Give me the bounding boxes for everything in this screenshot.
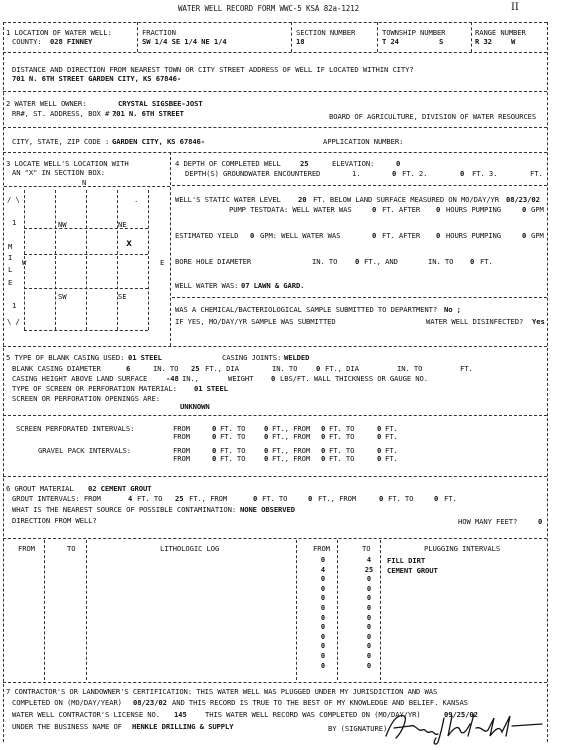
openings-label: SCREEN OR PERFORATION OPENINGS ARE: (12, 394, 160, 403)
divider-fraction (137, 22, 138, 52)
weight-rest: LBS/FT. WALL THICKNESS OR GAUGE NO. (280, 374, 428, 383)
locate-label-2: AN "X" IN SECTION BOX: (12, 168, 105, 177)
bore-value-2: 0 (470, 257, 475, 266)
bore-ft: FT. (480, 257, 493, 266)
plug-to-cell: 0 (366, 594, 372, 603)
contractor-signature (382, 706, 544, 746)
groundwater-2-label: FT. 2. (402, 169, 428, 178)
elevation-label: ELEVATION: (332, 159, 375, 168)
contamination-value: NONE OBSERVED (240, 505, 295, 514)
use-label: WELL WATER WAS: (175, 281, 239, 290)
city-label: CITY, STATE, ZIP CODE : (12, 137, 110, 146)
litho-header: LITHOLOGIC LOG (160, 544, 220, 553)
interval-3-cell-3: FT. TO (220, 446, 246, 455)
plug-description: CEMENT GROUT (387, 565, 438, 575)
map-sw: SW (58, 292, 67, 301)
plug-from-cell: 0 (320, 652, 326, 660)
groundwater-2-value: 0 (460, 169, 465, 178)
business-value: HENKLE DRILLING & SUPPLY (132, 722, 234, 731)
rule-top (3, 22, 547, 23)
groundwater-1-value: 0 (392, 169, 397, 178)
location-label: 1 LOCATION OF WATER WELL: (6, 28, 112, 37)
casing-value: 01 STEEL (128, 353, 162, 362)
interval-2-cell-4: 0 (264, 432, 269, 441)
bore-label: BORE HOLE DIAMETER (175, 257, 252, 266)
interval-3-cell-9: FT. (385, 446, 398, 455)
plug-from-cell: 4 (320, 565, 326, 574)
interval-2-cell-6: 0 (321, 432, 326, 441)
distance-label: DISTANCE AND DIRECTION FROM NEAREST TOWN OR CITY STREET ADDRESS OF WELL IF LOCATED WITHIN CITY? (12, 65, 414, 74)
direction-label: DIRECTION FROM WELL? (12, 516, 97, 525)
how-many-feet-label: HOW MANY FEET? (458, 517, 518, 526)
pump-hours: 0 (436, 205, 441, 214)
map-top (4, 186, 170, 187)
log-col-4 (337, 540, 338, 680)
depth-label: 4 DEPTH OF COMPLETED WELL (175, 159, 281, 168)
by-signature-label: BY (SIGNATURE) (328, 724, 388, 733)
map-east: E (160, 258, 165, 267)
map-west: W (22, 258, 27, 267)
rule-3 (3, 152, 547, 153)
map-mile-m: M (8, 242, 13, 251)
pump-gpm-label: GPM (531, 205, 544, 214)
chem-answer: No ; (444, 305, 461, 314)
plug-from-cell: 0 (320, 594, 326, 603)
city-value: GARDEN CITY, KS 67846- (112, 137, 205, 146)
map-col-5 (148, 190, 149, 330)
pump-value: 0 (372, 205, 377, 214)
divider-township (377, 22, 378, 52)
bore-value-1: 0 (355, 257, 360, 266)
plug-from-cell: 0 (320, 661, 326, 670)
plug-to-cell: 4 (366, 556, 372, 564)
grout-label: 6 GROUT MATERIAL (6, 484, 74, 493)
well-x-mark: x (126, 238, 132, 249)
rule-4a (172, 185, 547, 186)
map-dot: . (134, 195, 139, 204)
owner-value: CRYSTAL SIGSBEE-JOST (118, 99, 203, 108)
rule-4b (172, 297, 547, 298)
record-completed-label: THIS WATER WELL RECORD WAS COMPLETED ON (MO/DAY/YR) (205, 710, 421, 719)
log-col-3 (296, 540, 297, 680)
groundwater-3-unit: FT. (530, 169, 543, 178)
interval-4-cell-5: FT., FROM (272, 454, 311, 463)
depth-value: 25 (300, 159, 309, 168)
groundwater-1-label: 1. (352, 169, 361, 178)
pump-hours-label: HOURS PUMPING (446, 205, 501, 214)
page-code: II (511, 2, 519, 13)
plug-from-cell: 0 (320, 642, 326, 651)
locate-label-1: 3 LOCATE WELL'S LOCATION WITH (6, 159, 129, 168)
map-col-2 (55, 190, 56, 330)
record-completed-date: 09/25/02 (444, 710, 478, 719)
disinfected-label: WATER WELL DISINFECTED? (426, 317, 524, 326)
weight-label: WEIGHT (228, 374, 254, 383)
interval-3-cell-4: 0 (264, 446, 269, 455)
interval-3-cell-8: 0 (377, 446, 382, 455)
interval-1-cell-6: 0 (321, 424, 326, 433)
plug-from-cell: 0 (320, 604, 326, 612)
frame-left (3, 22, 4, 742)
plug-description: FILL DIRT (387, 556, 426, 565)
plug-to-cell: 0 (366, 632, 372, 641)
diameter-ft-dia-2: FT., DIA (325, 364, 359, 373)
plug-to-header: TO (362, 544, 371, 553)
cert-completed-date: 08/23/02 (133, 698, 167, 707)
license-label: WATER WELL CONTRACTOR'S LICENSE NO. (12, 710, 160, 719)
screen-type-label: TYPE OF SCREEN OR PERFORATION MATERIAL: (12, 384, 177, 393)
business-label: UNDER THE BUSINESS NAME OF (12, 722, 122, 731)
pump-gpm: 0 (522, 205, 527, 214)
diameter-in-to-2: IN. TO (272, 364, 298, 373)
license-number: 145 (174, 710, 187, 719)
rule-7 (3, 682, 547, 683)
log-to-header: TO (67, 544, 76, 553)
yield-rest: GPM: WELL WATER WAS (260, 231, 341, 240)
screen-intervals-label: SCREEN PERFORATED INTERVALS: (16, 424, 135, 433)
interval-3-cell-5: FT., FROM (272, 446, 311, 455)
map-col-3 (86, 190, 87, 330)
range-value: R 32 (475, 37, 492, 46)
address-value: 701 N. 6TH STREET (112, 109, 184, 118)
divider-s3 (170, 152, 171, 346)
diameter-in-to: IN. TO (153, 364, 179, 373)
township-value: T 24 (382, 37, 399, 46)
interval-2-cell-5: FT., FROM (272, 432, 311, 441)
interval-4-cell-8: 0 (377, 454, 382, 463)
plug-from-cell: 0 (320, 613, 326, 622)
log-from-header: FROM (18, 544, 35, 553)
grout-to-1: 25 (175, 494, 184, 503)
static-value: 20 (298, 195, 307, 204)
grout-intervals-label: GROUT INTERVALS: FROM (12, 494, 101, 503)
disinfected-value: Yes (532, 317, 545, 326)
interval-2-cell-2: 0 (212, 432, 217, 441)
diameter-value-2: 0 (316, 364, 321, 373)
interval-1-cell-4: 0 (264, 424, 269, 433)
use-value: 07 LAWN & GARD. (241, 281, 305, 290)
township-direction: S (439, 37, 444, 46)
range-direction: W (511, 37, 516, 46)
plug-from-header: FROM (313, 544, 330, 553)
map-one-top: 1 (12, 218, 17, 227)
owner-label: 2 WATER WELL OWNER: (6, 99, 87, 108)
interval-2-cell-7: FT. TO (329, 432, 355, 441)
grout-ft-from-2: FT., FROM (318, 494, 357, 503)
plug-from-cell: 0 (320, 556, 326, 564)
rule-log-top (3, 538, 547, 539)
grout-from-1: 4 (128, 494, 133, 503)
address-label: RR#, ST. ADDRESS, BOX # : (12, 109, 118, 118)
plug-intervals-header: PLUGGING INTERVALS (424, 544, 501, 553)
map-mile-l: L (8, 265, 13, 274)
plug-to-cell: 0 (366, 661, 372, 670)
county-label: COUNTY: (12, 37, 42, 46)
map-mile-e: E (8, 278, 13, 287)
grout-from-3: 0 (379, 494, 384, 503)
grout-ft-to-3: FT. TO (388, 494, 414, 503)
plug-to-cell: 0 (366, 613, 372, 622)
fraction-label: FRACTION (142, 28, 176, 37)
range-label: RANGE NUMBER (475, 28, 526, 37)
grout-ft-from-1: FT., FROM (189, 494, 228, 503)
map-col-1 (24, 190, 25, 330)
section-label: SECTION NUMBER (296, 28, 356, 37)
rule-2a (3, 127, 547, 128)
map-bottom (24, 330, 148, 331)
interval-4-cell-9: FT. (385, 454, 398, 463)
map-tick-tl: / \ (7, 195, 20, 204)
yield-hours: 0 (436, 231, 441, 240)
static-date: 08/23/02 (506, 195, 540, 204)
map-mile-i: I (8, 253, 13, 262)
interval-1-cell-2: 0 (212, 424, 217, 433)
interval-2-cell-8: 0 (377, 432, 382, 441)
plug-to-cell: 0 (366, 604, 372, 612)
interval-2-cell-1: FROM (173, 432, 190, 441)
how-many-feet-value: 0 (538, 517, 543, 526)
grout-to-2: 0 (308, 494, 313, 503)
cert-completed-label: COMPLETED ON (MO/DAY/YEAR) (12, 698, 122, 707)
plug-from-cell: 0 (320, 623, 326, 632)
groundwater-label: DEPTH(S) GROUNDWATER ENCOUNTERED (185, 169, 321, 178)
divider-section (291, 22, 292, 52)
plug-from-cell: 0 (320, 584, 326, 593)
rule-5a (3, 415, 547, 416)
bore-in-to-2: IN. TO (428, 257, 454, 266)
map-se: SE (118, 292, 127, 301)
openings-value: UNKNOWN (180, 402, 210, 411)
rule-2 (3, 91, 547, 92)
height-value: -48 (166, 374, 179, 383)
interval-4-cell-6: 0 (321, 454, 326, 463)
static-label: WELL'S STATIC WATER LEVEL (175, 195, 281, 204)
bore-ft-and: FT., AND (364, 257, 398, 266)
township-label: TOWNSHIP NUMBER (382, 28, 446, 37)
interval-3-cell-1: FROM (173, 446, 190, 455)
interval-3-cell-6: 0 (321, 446, 326, 455)
map-north: N (82, 178, 87, 187)
groundwater-3-label: FT. 3. (472, 169, 498, 178)
grout-from-2: 0 (253, 494, 258, 503)
distance-value: 701 N. 6TH STREET GARDEN CITY, KS 67846- (12, 74, 182, 83)
pump-after: FT. AFTER (382, 205, 421, 214)
county-value: 028 FINNEY (50, 37, 93, 46)
plug-from-cell: 0 (320, 632, 326, 641)
plug-to-cell: 0 (366, 584, 372, 593)
map-nw: NW (58, 220, 67, 229)
diameter-ft-3: FT. (460, 364, 473, 373)
joints-label: CASING JOINTS: (222, 353, 282, 362)
interval-3-cell-7: FT. TO (329, 446, 355, 455)
yield-level: 0 (372, 231, 377, 240)
elevation-value: 0 (396, 159, 401, 168)
diameter-to: 25 (191, 364, 200, 373)
form-title: WATER WELL RECORD FORM WWC-5 KSA 82a-1212 (178, 4, 360, 13)
section-value: 18 (296, 37, 305, 46)
interval-1-cell-3: FT. TO (220, 424, 246, 433)
grout-value: 02 CEMENT GROUT (88, 484, 152, 493)
map-ne: NE (118, 220, 127, 229)
joints-value: WELDED (284, 353, 310, 362)
yield-hours-label: HOURS PUMPING (446, 231, 501, 240)
rule-5 (3, 346, 547, 347)
diameter-in-to-3: IN. TO (397, 364, 423, 373)
weight-value: 0 (271, 374, 276, 383)
cert-line-1: 7 CONTRACTOR'S OR LANDOWNER'S CERTIFICATION: THIS WATER WELL WAS PLUGGED UNDER MY JURISDICTION AND WAS (6, 687, 438, 696)
yield-label: ESTIMATED YIELD (175, 231, 239, 240)
yield-gpm-label: GPM (531, 231, 544, 240)
interval-4-cell-7: FT. TO (329, 454, 355, 463)
plug-to-cell: 25 (364, 565, 374, 574)
divider-range (471, 22, 472, 52)
map-col-4 (117, 190, 118, 330)
static-rest: FT. BELOW LAND SURFACE MEASURED ON MO/DAY/YR (313, 195, 499, 204)
plug-to-cell: 0 (366, 575, 372, 584)
interval-1-cell-8: 0 (377, 424, 382, 433)
interval-1-cell-9: FT. (385, 424, 398, 433)
grout-ft-to-1: FT. TO (137, 494, 163, 503)
fraction-value: SW 1/4 SE 1/4 NE 1/4 (142, 37, 227, 46)
interval-1-cell-7: FT. TO (329, 424, 355, 433)
diameter-ft-dia: FT., DIA (205, 364, 239, 373)
interval-3-cell-2: 0 (212, 446, 217, 455)
screen-type-value: 01 STEEL (194, 384, 228, 393)
height-unit: IN., (182, 374, 199, 383)
map-one-bottom: 1 (12, 301, 17, 310)
pump-label: PUMP TESTDATA: WELL WATER WAS (229, 205, 352, 214)
frame-right (547, 22, 548, 742)
yield-gpm: 0 (522, 231, 527, 240)
plug-to-cell: 0 (366, 623, 372, 632)
log-col-5 (380, 540, 381, 680)
plug-to-cell: 0 (366, 642, 372, 651)
interval-2-cell-9: FT. (385, 432, 398, 441)
bore-in-to: IN. TO (312, 257, 338, 266)
chem-if-yes: IF YES, MO/DAY/YR SAMPLE WAS SUBMITTED (175, 317, 336, 326)
gravel-intervals-label: GRAVEL PACK INTERVALS: (38, 446, 131, 455)
grout-to-3: 0 (434, 494, 439, 503)
interval-4-cell-4: 0 (264, 454, 269, 463)
interval-1-cell-1: FROM (173, 424, 190, 433)
interval-1-cell-5: FT., FROM (272, 424, 311, 433)
interval-4-cell-2: 0 (212, 454, 217, 463)
map-tick-bl: \ / (7, 317, 20, 326)
grout-ft-3: FT. (444, 494, 457, 503)
interval-2-cell-3: FT. TO (220, 432, 246, 441)
interval-4-cell-1: FROM (173, 454, 190, 463)
contamination-label: WHAT IS THE NEAREST SOURCE OF POSSIBLE CONTAMINATION: (12, 505, 237, 514)
diameter-label: BLANK CASING DIAMETER (12, 364, 101, 373)
height-label: CASING HEIGHT ABOVE LAND SURFACE (12, 374, 148, 383)
cert-line-2-rest: AND THIS RECORD IS TRUE TO THE BEST OF MY KNOWLEDGE AND BELIEF. KANSAS (172, 698, 468, 707)
grout-ft-to-2: FT. TO (262, 494, 288, 503)
chem-question: WAS A CHEMICAL/BACTERIOLOGICAL SAMPLE SUBMITTED TO DEPARTMENT? (175, 305, 438, 314)
board-label: BOARD OF AGRICULTURE, DIVISION OF WATER RESOURCES (329, 112, 537, 121)
rule-6 (3, 476, 547, 477)
rule-1a (3, 52, 547, 53)
diameter-value: 6 (126, 364, 131, 373)
application-label: APPLICATION NUMBER: (323, 137, 404, 146)
yield-value: 0 (250, 231, 255, 240)
interval-4-cell-3: FT. TO (220, 454, 246, 463)
log-col-2 (86, 540, 87, 680)
plug-to-cell: 0 (366, 652, 372, 660)
plug-from-cell: 0 (320, 575, 326, 584)
yield-after: FT. AFTER (382, 231, 421, 240)
log-col-1 (44, 540, 45, 680)
casing-label: 5 TYPE OF BLANK CASING USED: (6, 353, 125, 362)
